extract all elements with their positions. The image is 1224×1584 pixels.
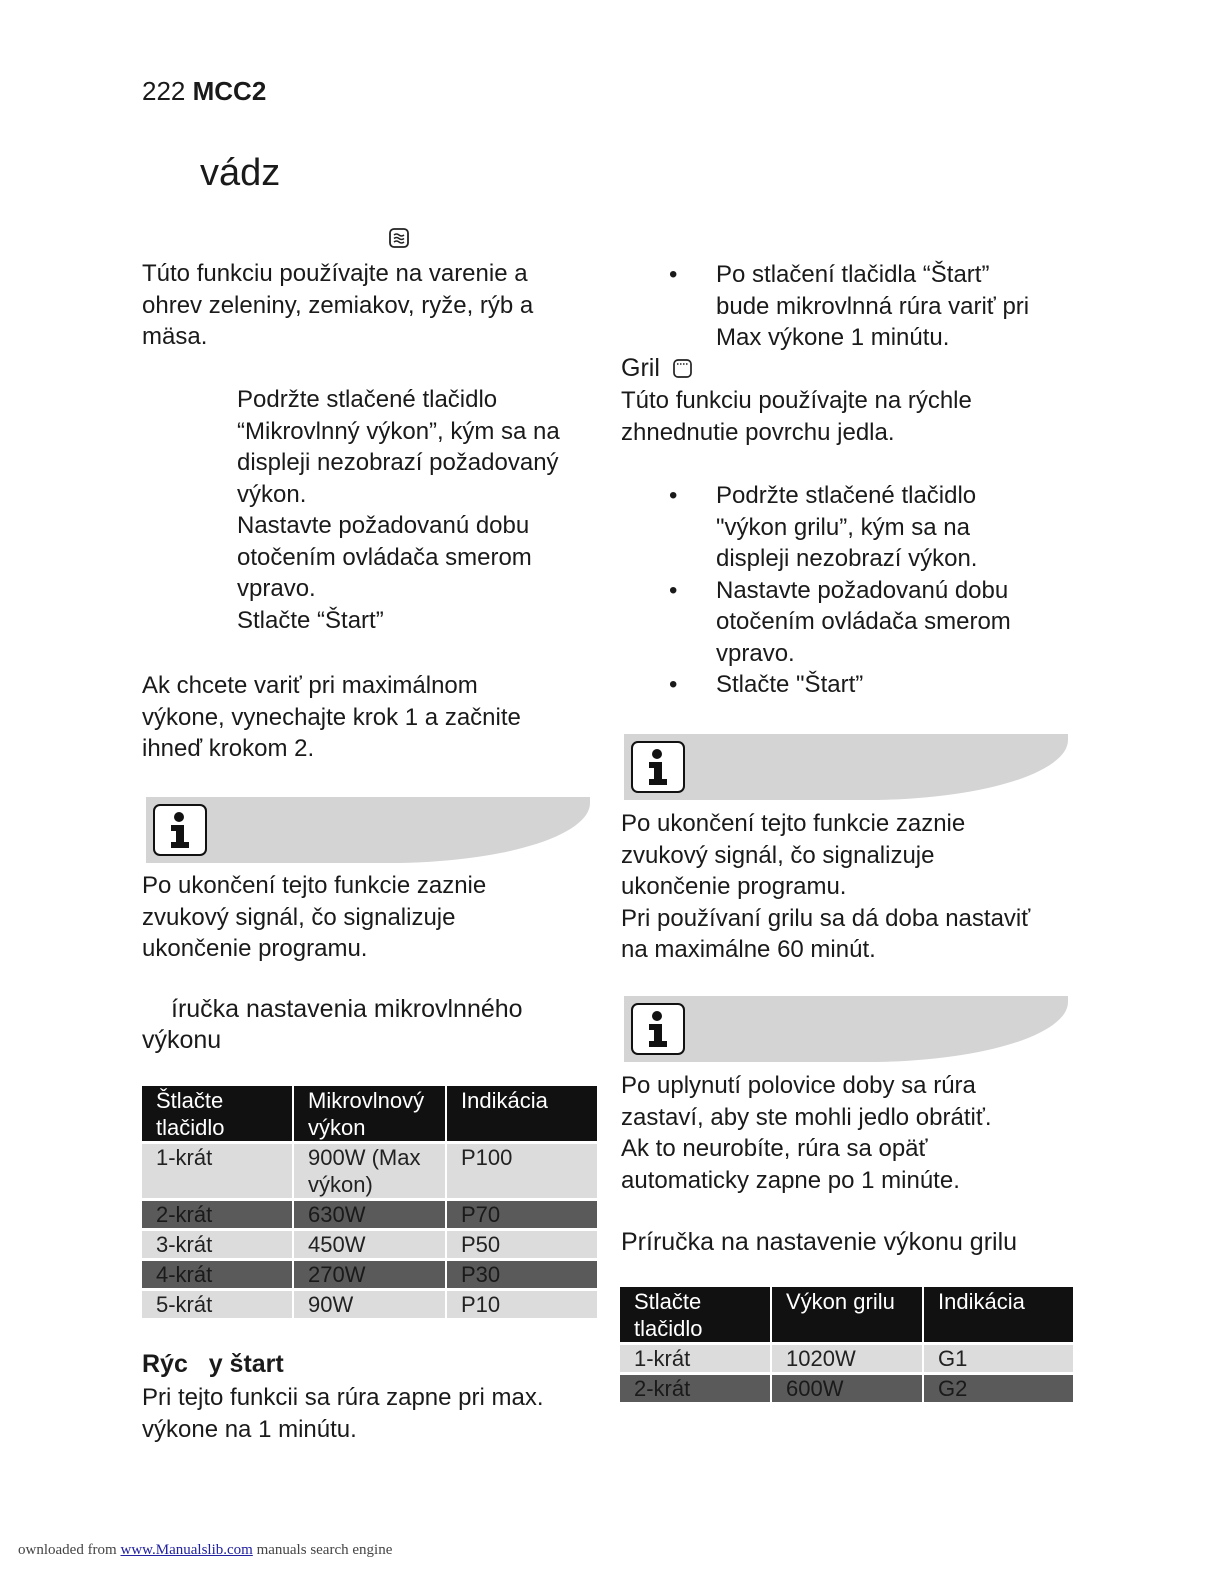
table-header-cell: Výkon grilu <box>771 1287 923 1344</box>
info-text-right-2: Po uplynutí polovice doby sa rúra zastaví, aby ste mohli jedlo obrátiť. Ak to neurobíte, rúra sa opäť automaticky zapne po 1 minúte. <box>621 1072 992 1194</box>
table-header-row <box>142 1086 598 1143</box>
manualslib-link[interactable]: www.Manualslib.com <box>120 1542 253 1558</box>
max-power-note: Ak chcete variť pri maximálnom výkone, vynechajte krok 1 a začnite ihneď krokom 2. <box>142 672 521 762</box>
microwave-function-icon <box>389 228 409 248</box>
info-icon <box>153 804 207 856</box>
info-banner <box>624 996 1068 1062</box>
grill-table-title: Príručka na nastavenie výkonu grilu <box>621 1228 1018 1256</box>
grill-icon <box>673 355 692 386</box>
page-header <box>142 76 266 107</box>
table-row: 1-krát 1020W G1 <box>620 1344 1074 1374</box>
list-item: • Nastavte požadovanú dobu otočením ovládača smerom vpravo. <box>621 575 1011 670</box>
table-row: 5-krát 90W P10 <box>142 1290 598 1319</box>
list-item: • Stlačte "Štart” <box>621 669 1011 701</box>
table-header-row <box>620 1287 1074 1344</box>
quick-start-title: Rýc y štart <box>142 1350 284 1378</box>
table-row: 2-krát 600W G2 <box>620 1374 1074 1403</box>
grill-intro: Túto funkciu používajte na rýchle zhnednutie povrchu jedla. <box>621 387 972 446</box>
table-row: 2-krát 630W P70 <box>142 1200 598 1230</box>
microwave-steps: Podržte stlačené tlačidlo “Mikrovlnný výkon”, kým sa na displeji nezobrazí požadovaný výkon. Nastavte požadovanú dobu otočením ovládača smerom vpravo. Stlačte “Štart” <box>237 386 560 634</box>
grill-heading <box>621 353 692 386</box>
page-number: 222 <box>142 76 186 106</box>
section-title: vádz <box>200 152 281 194</box>
info-text-left: Po ukončení tejto funkcie zaznie zvukový signál, čo signalizuje ukončenie programu. <box>142 872 487 962</box>
info-banner <box>146 797 590 863</box>
table-header-cell: Indikácia <box>446 1086 598 1143</box>
info-banner <box>624 734 1068 800</box>
microwave-table-title: íručka nastavenia mikrovlnného výkonu <box>142 995 523 1054</box>
info-text-right-1: Po ukončení tejto funkcie zaznie zvukový signál, čo signalizuje ukončenie programu. Pri používaní grilu sa dá doba nastaviť na maximálne 60 minút. <box>621 810 1031 963</box>
quick-start-text: Pri tejto funkcii sa rúra zapne pri max. výkone na 1 minútu. <box>142 1384 544 1443</box>
list-item: • Podržte stlačené tlačidlo "výkon grilu”, kým sa na displeji nezobrazí výkon. <box>621 480 1011 575</box>
grill-title: Gril <box>621 354 660 382</box>
grill-steps-list <box>621 480 1011 701</box>
table-row: 1-krát 900W (Max výkon) P100 <box>142 1143 598 1200</box>
table-header-cell: Stlačte tlačidlo <box>620 1287 771 1344</box>
microwave-power-table <box>142 1086 599 1318</box>
table-header-cell: Mikrovlnový výkon <box>293 1086 446 1143</box>
table-header-cell: Štlačte tlačidlo <box>142 1086 293 1143</box>
info-icon <box>631 1003 685 1055</box>
table-row: 4-krát 270W P30 <box>142 1260 598 1290</box>
table-row: 3-krát 450W P50 <box>142 1230 598 1260</box>
intro-paragraph: Túto funkciu používajte na varenie a ohrev zeleniny, zemiakov, ryže, rýb a mäsa. <box>142 260 534 350</box>
list-item: • Po stlačení tlačidla “Štart” bude mikrovlnná rúra variť pri Max výkone 1 minútu. <box>621 259 1029 354</box>
download-footer: ownloaded from www.Manualslib.com manuals search engine <box>18 1542 393 1558</box>
grill-power-table <box>620 1287 1075 1402</box>
info-icon <box>631 741 685 793</box>
table-header-cell: Indikácia <box>923 1287 1074 1344</box>
model-name: MCC2 <box>192 76 267 106</box>
quick-start-bullet-list <box>621 259 1029 354</box>
